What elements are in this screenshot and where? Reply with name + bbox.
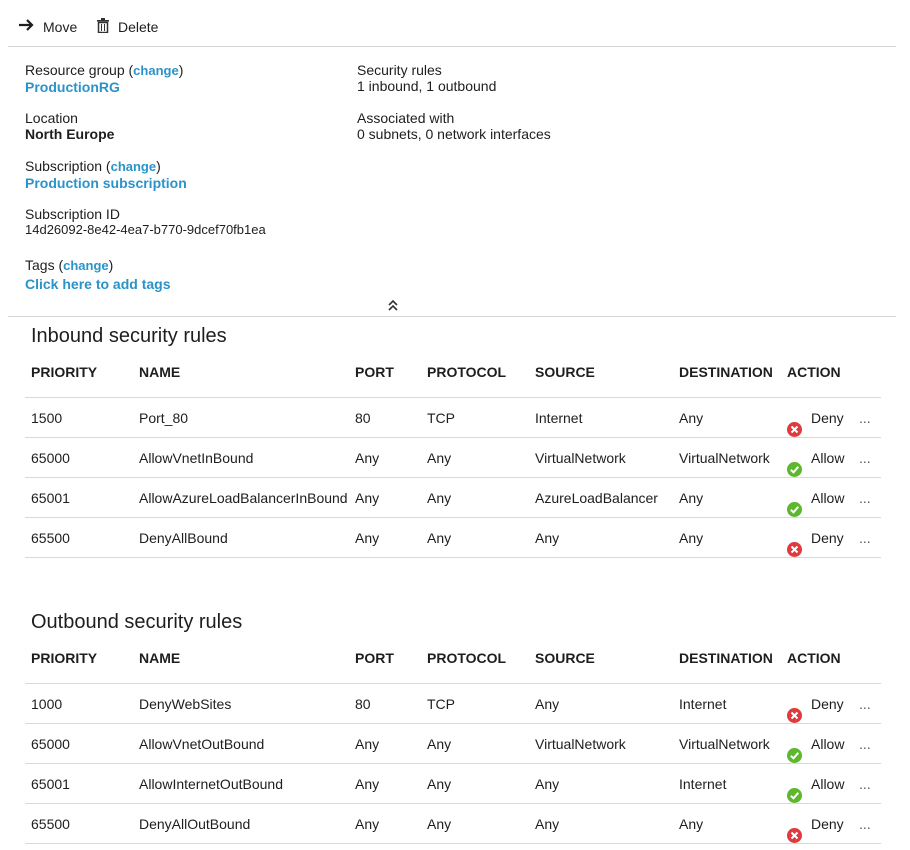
priority-cell: 65001	[31, 776, 70, 792]
table-row[interactable]	[25, 398, 881, 438]
destination-cell: Any	[679, 530, 704, 546]
delete-label: Delete	[118, 19, 159, 35]
security-rules-value: 1 inbound, 1 outbound	[357, 78, 497, 94]
action-label: Deny	[811, 696, 844, 712]
protocol-cell: Any	[427, 450, 452, 466]
col-priority[interactable]: PRIORITY	[31, 650, 98, 666]
name-cell: AllowVnetOutBound	[139, 736, 265, 752]
col-source[interactable]: SOURCE	[535, 364, 595, 380]
action-label: Allow	[811, 450, 845, 466]
deny-icon	[787, 422, 802, 437]
protocol-cell: Any	[427, 490, 452, 506]
col-action[interactable]: ACTION	[787, 364, 841, 380]
protocol-cell: TCP	[427, 410, 455, 426]
associated-with-value: 0 subnets, 0 network interfaces	[357, 126, 551, 142]
table-row[interactable]	[25, 764, 881, 804]
deny-icon	[787, 828, 802, 843]
allow-check-icon	[787, 462, 802, 477]
inbound-rules-title: Inbound security rules	[31, 325, 227, 347]
source-cell: AzureLoadBalancer	[535, 490, 658, 506]
action-label: Allow	[811, 736, 845, 752]
destination-cell: Any	[679, 490, 704, 506]
action-label: Allow	[811, 490, 845, 506]
source-cell: Internet	[535, 410, 583, 426]
more-options-button[interactable]: ...	[859, 696, 871, 712]
associated-with-field	[357, 110, 551, 142]
associated-with-label: Associated with	[357, 110, 455, 126]
protocol-cell: Any	[427, 816, 452, 832]
name-cell: DenyAllBound	[139, 530, 228, 546]
security-rules-field	[357, 62, 496, 94]
action-label: Allow	[811, 776, 845, 792]
name-cell: AllowAzureLoadBalancerInBound	[139, 490, 348, 506]
col-name[interactable]: NAME	[139, 364, 181, 380]
table-row[interactable]	[25, 518, 881, 558]
protocol-cell: Any	[427, 736, 452, 752]
destination-cell: Any	[679, 410, 704, 426]
destination-cell: Internet	[679, 696, 727, 712]
allow-check-icon	[787, 748, 802, 763]
destination-cell: Internet	[679, 776, 727, 792]
port-cell: Any	[355, 490, 380, 506]
priority-cell: 1000	[31, 696, 63, 712]
source-cell: Any	[535, 776, 560, 792]
name-cell: DenyWebSites	[139, 696, 232, 712]
allow-check-icon	[787, 788, 802, 803]
source-cell: VirtualNetwork	[535, 450, 626, 466]
port-cell: Any	[355, 816, 380, 832]
table-header	[25, 358, 881, 398]
source-cell: VirtualNetwork	[535, 736, 626, 752]
subscription-change-link[interactable]: change	[110, 159, 157, 174]
more-options-button[interactable]: ...	[859, 776, 871, 792]
name-cell: DenyAllOutBound	[139, 816, 251, 832]
name-cell: AllowInternetOutBound	[139, 776, 283, 792]
priority-cell: 65000	[31, 736, 70, 752]
protocol-cell: Any	[427, 776, 452, 792]
subscription-id-field	[25, 206, 266, 238]
name-cell: AllowVnetInBound	[139, 450, 254, 466]
protocol-cell: TCP	[427, 696, 455, 712]
action-cell	[787, 490, 857, 506]
table-row[interactable]	[25, 438, 881, 478]
destination-cell: VirtualNetwork	[679, 450, 770, 466]
col-name[interactable]: NAME	[139, 650, 181, 666]
action-label: Deny	[811, 816, 844, 832]
subscription-id-label: Subscription ID	[25, 206, 120, 222]
resource-group-label: Resource group (	[25, 62, 134, 78]
action-cell	[787, 410, 857, 426]
close-paren: )	[156, 158, 161, 174]
outbound-rules-table	[25, 644, 881, 844]
port-cell: Any	[355, 530, 380, 546]
destination-cell: VirtualNetwork	[679, 736, 770, 752]
col-source[interactable]: SOURCE	[535, 650, 595, 666]
col-action[interactable]: ACTION	[787, 650, 841, 666]
allow-check-icon	[787, 502, 802, 517]
tags-field	[25, 257, 170, 292]
table-header	[25, 644, 881, 684]
action-cell	[787, 736, 857, 752]
col-destination[interactable]: DESTINATION	[679, 364, 773, 380]
table-row[interactable]	[25, 804, 881, 844]
table-row[interactable]	[25, 478, 881, 518]
source-cell: Any	[535, 816, 560, 832]
more-options-button[interactable]: ...	[859, 736, 871, 752]
move-label: Move	[43, 18, 78, 35]
move-button[interactable]	[18, 18, 77, 35]
location-field	[25, 110, 114, 142]
more-options-button[interactable]: ...	[859, 450, 871, 466]
col-port[interactable]: PORT	[355, 650, 394, 666]
port-cell: Any	[355, 736, 380, 752]
port-cell: Any	[355, 776, 380, 792]
location-label: Location	[25, 110, 78, 126]
col-port[interactable]: PORT	[355, 364, 394, 380]
source-cell: Any	[535, 696, 560, 712]
table-row[interactable]	[25, 684, 881, 724]
priority-cell: 65001	[31, 490, 70, 506]
inbound-rules-table	[25, 358, 881, 558]
action-cell	[787, 450, 857, 466]
resource-group-change-link[interactable]: change	[133, 63, 179, 78]
action-cell	[787, 530, 857, 546]
action-cell	[787, 696, 857, 712]
close-paren: )	[108, 257, 114, 273]
priority-cell: 65500	[31, 816, 70, 832]
deny-icon	[787, 708, 802, 723]
subscription-field	[25, 158, 187, 191]
double-chevron-up-icon	[386, 298, 400, 312]
action-cell	[787, 816, 857, 832]
col-protocol[interactable]: PROTOCOL	[427, 650, 507, 666]
action-label: Deny	[811, 410, 844, 426]
tags-change-link[interactable]: change	[63, 258, 109, 273]
tags-label: Tags (	[25, 257, 64, 273]
destination-cell: Any	[679, 816, 704, 832]
more-options-button[interactable]: ...	[859, 530, 871, 546]
command-bar	[0, 0, 910, 46]
action-label: Deny	[811, 530, 844, 546]
priority-cell: 65500	[31, 530, 70, 546]
add-tags-link[interactable]: Click here to add tags	[25, 276, 171, 292]
collapse-essentials-button[interactable]	[386, 298, 400, 314]
port-cell: 80	[355, 410, 371, 426]
priority-cell: 65000	[31, 450, 70, 466]
resource-group-link[interactable]: ProductionRG	[25, 79, 120, 95]
location-value: North Europe	[25, 126, 115, 142]
more-options-button[interactable]: ...	[859, 490, 871, 506]
close-paren: )	[178, 62, 184, 78]
col-destination[interactable]: DESTINATION	[679, 650, 773, 666]
divider	[8, 316, 896, 317]
protocol-cell: Any	[427, 530, 452, 546]
name-cell: Port_80	[139, 410, 189, 426]
source-cell: Any	[535, 530, 560, 546]
port-cell: Any	[355, 450, 380, 466]
subscription-link[interactable]: Production subscription	[25, 175, 187, 191]
more-options-button[interactable]: ...	[859, 410, 871, 426]
priority-cell: 1500	[31, 410, 63, 426]
trash-icon	[96, 18, 110, 36]
resource-group-field	[25, 62, 183, 95]
delete-button[interactable]	[96, 18, 158, 36]
col-protocol[interactable]: PROTOCOL	[427, 364, 507, 380]
col-priority[interactable]: PRIORITY	[31, 364, 98, 380]
deny-icon	[787, 542, 802, 557]
action-cell	[787, 776, 857, 792]
outbound-rules-title: Outbound security rules	[31, 611, 243, 633]
arrow-right-icon	[18, 18, 35, 35]
port-cell: 80	[355, 696, 371, 712]
subscription-label: Subscription (	[25, 158, 111, 174]
divider	[8, 46, 896, 47]
subscription-id-value: 14d26092-8e42-4ea7-b770-9dcef70fb1ea	[25, 222, 266, 237]
security-rules-label: Security rules	[357, 62, 442, 78]
table-row[interactable]	[25, 724, 881, 764]
more-options-button[interactable]: ...	[859, 816, 871, 832]
